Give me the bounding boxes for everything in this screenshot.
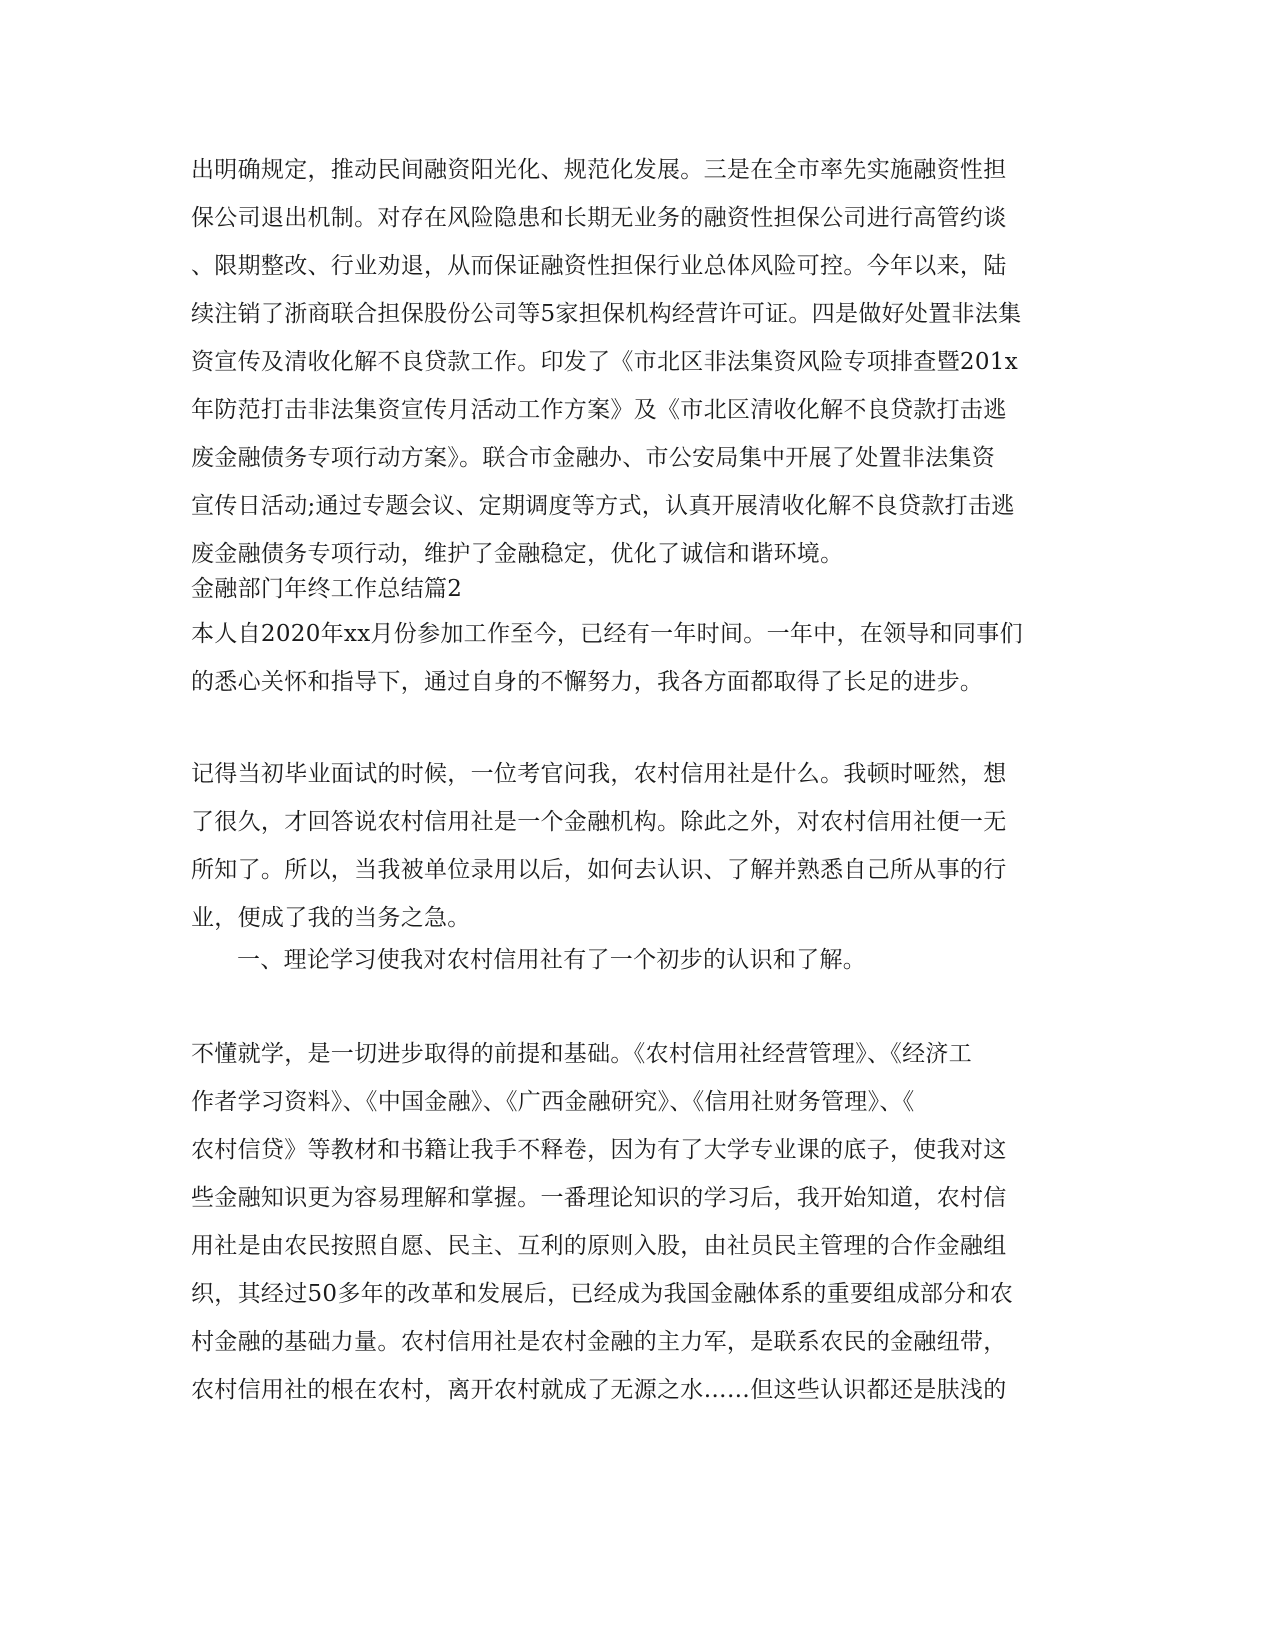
text-line: 废金融债务专项行动方案》。联合市金融办、市公安局集中开展了处置非法集资 xyxy=(191,445,995,471)
text-line: 作者学习资料》、《中国金融》、《广西金融研究》、《信用社财务管理》、《 xyxy=(191,1089,915,1115)
text-line: 不懂就学，是一切进步取得的前提和基础。《农村信用社经营管理》、《经济工 xyxy=(191,1041,972,1067)
text-line: 资宣传及清收化解不良贷款工作。印发了《市北区非法集资风险专项排查暨201x xyxy=(191,349,1018,375)
paragraph-2 xyxy=(191,610,1081,706)
paragraph-1 xyxy=(191,146,1081,578)
text-line: 出明确规定，推动民间融资阳光化、规范化发展。三是在全市率先实施融资性担 xyxy=(191,157,1007,183)
text-line: 的悉心关怀和指导下，通过自身的不懈努力，我各方面都取得了长足的进步。 xyxy=(191,669,984,695)
paragraph-3 xyxy=(191,750,1081,942)
text-line: 废金融债务专项行动，维护了金融稳定，优化了诚信和谐环境。 xyxy=(191,541,844,567)
section-heading: 金融部门年终工作总结篇2 xyxy=(191,576,463,602)
subheading-block xyxy=(191,936,1081,984)
text-line: 所知了。所以，当我被单位录用以后，如何去认识、了解并熟悉自己所从事的行 xyxy=(191,857,1007,883)
text-line: 村金融的基础力量。农村信用社是农村金融的主力军，是联系农民的金融纽带， xyxy=(191,1329,1007,1355)
text-line: 记得当初毕业面试的时候，一位考官问我，农村信用社是什么。我顿时哑然，想 xyxy=(191,761,1007,787)
text-line: 业，便成了我的当务之急。 xyxy=(191,905,471,931)
text-line: 续注销了浙商联合担保股份公司等5家担保机构经营许可证。四是做好处置非法集 xyxy=(191,301,1022,327)
text-line: 些金融知识更为容易理解和掌握。一番理论知识的学习后，我开始知道，农村信 xyxy=(191,1185,1007,1211)
text-line: 农村信用社的根在农村，离开农村就成了无源之水……但这些认识都还是肤浅的 xyxy=(191,1377,1007,1403)
text-line: 织，其经过50多年的改革和发展后，已经成为我国金融体系的重要组成部分和农 xyxy=(191,1281,1014,1307)
text-line: 本人自2020年xx月份参加工作至今，已经有一年时间。一年中，在领导和同事们 xyxy=(191,621,1023,647)
text-line: 了很久，才回答说农村信用社是一个金融机构。除此之外，对农村信用社便一无 xyxy=(191,809,1007,835)
text-line: 宣传日活动;通过专题会议、定期调度等方式，认真开展清收化解不良贷款打击逃 xyxy=(191,493,1015,519)
text-line: 年防范打击非法集资宣传月活动工作方案》及《市北区清收化解不良贷款打击逃 xyxy=(191,397,1007,423)
text-line: 用社是由农民按照自愿、民主、互利的原则入股，由社员民主管理的合作金融组 xyxy=(191,1233,1007,1259)
text-line: 农村信贷》等教材和书籍让我手不释卷，因为有了大学专业课的底子，使我对这 xyxy=(191,1137,1007,1163)
subheading: 一、理论学习使我对农村信用社有了一个初步的认识和了解。 xyxy=(237,947,867,973)
paragraph-4 xyxy=(191,1030,1081,1414)
section-heading-block xyxy=(191,565,1081,613)
text-line: 保公司退出机制。对存在风险隐患和长期无业务的融资性担保公司进行高管约谈 xyxy=(191,205,1007,231)
text-line: 、限期整改、行业劝退，从而保证融资性担保行业总体风险可控。今年以来，陆 xyxy=(191,253,1007,279)
